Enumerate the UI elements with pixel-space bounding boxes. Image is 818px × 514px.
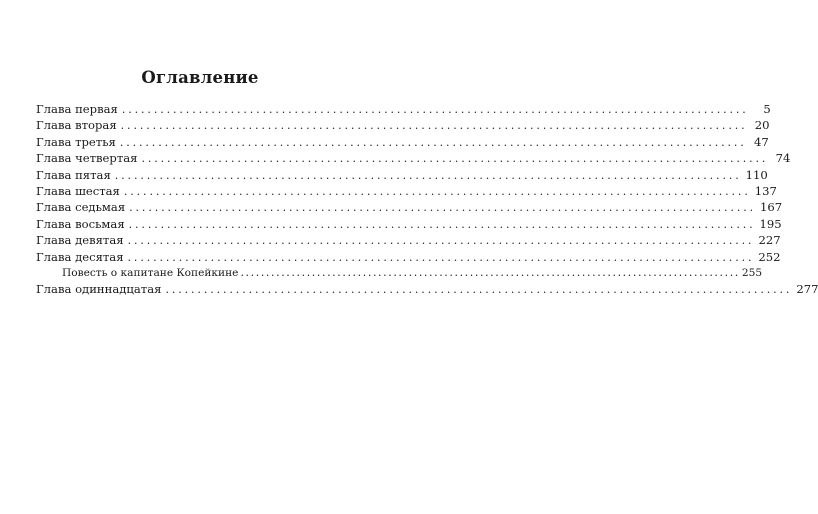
toc-entry-page: 195 xyxy=(759,216,782,231)
toc-entry-label: Глава третья xyxy=(36,134,116,149)
dot-leader: .................................................................................................. xyxy=(119,135,747,149)
toc-entry-chapter-11[interactable] xyxy=(36,281,818,297)
toc-entry-label: Глава пятая xyxy=(36,167,111,182)
toc-entry-label: Глава девятая xyxy=(36,233,124,248)
toc-entry-chapter-5[interactable] xyxy=(36,167,768,183)
toc-entry-page: 252 xyxy=(758,249,781,264)
toc-entry-label: Глава десятая xyxy=(36,249,124,264)
toc-entry-label: Глава одиннадцатая xyxy=(36,282,162,297)
toc-entry-label: Глава четвертая xyxy=(36,151,138,166)
toc-entry-page: 227 xyxy=(758,233,781,248)
table-of-contents xyxy=(36,101,818,298)
toc-entry-chapter-4[interactable] xyxy=(36,150,791,166)
dot-leader: .................................................................................................. xyxy=(121,103,749,116)
dot-leader: .................................................................................................. xyxy=(123,184,751,198)
dot-leader: .................................................................................................. xyxy=(165,283,793,297)
dot-leader: .................................................................................................. xyxy=(120,119,748,133)
toc-entry-page: 277 xyxy=(796,282,818,297)
dot-leader: .................................................................................................. xyxy=(240,265,740,279)
dot-leader: .................................................................................................. xyxy=(114,168,742,182)
toc-entry-page: 5 xyxy=(763,102,771,116)
toc-entry-chapter-6[interactable] xyxy=(36,183,777,199)
toc-entry-page: 137 xyxy=(754,183,777,198)
toc-entry-chapter-2[interactable] xyxy=(36,117,770,133)
toc-entry-label: Глава седьмая xyxy=(36,200,126,215)
toc-entry-label: Глава восьмая xyxy=(36,216,125,231)
toc-entry-page: 255 xyxy=(741,266,763,279)
toc-entry-page: 47 xyxy=(753,134,769,149)
page-title: Оглавление xyxy=(141,68,259,87)
toc-entry-page: 74 xyxy=(775,151,791,166)
toc-entry-chapter-9[interactable] xyxy=(36,232,781,248)
toc-entry-label: Глава первая xyxy=(36,102,118,116)
toc-entry-kopeikin-story[interactable] xyxy=(36,265,763,281)
dot-leader: .................................................................................................. xyxy=(141,152,769,166)
toc-entry-label: Глава вторая xyxy=(36,118,117,133)
toc-entry-chapter-7[interactable] xyxy=(36,199,783,215)
dot-leader: .................................................................................................. xyxy=(127,234,755,248)
toc-entry-chapter-8[interactable] xyxy=(36,216,782,232)
toc-entry-page: 167 xyxy=(760,200,783,215)
toc-entry-chapter-10[interactable] xyxy=(36,249,781,265)
toc-entry-chapter-1[interactable] xyxy=(36,101,771,117)
toc-entry-page: 110 xyxy=(745,167,768,182)
dot-leader: .................................................................................................. xyxy=(128,217,756,231)
toc-entry-label: Глава шестая xyxy=(36,183,120,198)
dot-leader: .................................................................................................. xyxy=(129,201,757,215)
toc-entry-chapter-3[interactable] xyxy=(36,134,769,150)
toc-entry-page: 20 xyxy=(754,118,770,133)
dot-leader: .................................................................................................. xyxy=(127,250,755,264)
toc-entry-label: Повесть о капитане Копейкине xyxy=(62,266,239,279)
